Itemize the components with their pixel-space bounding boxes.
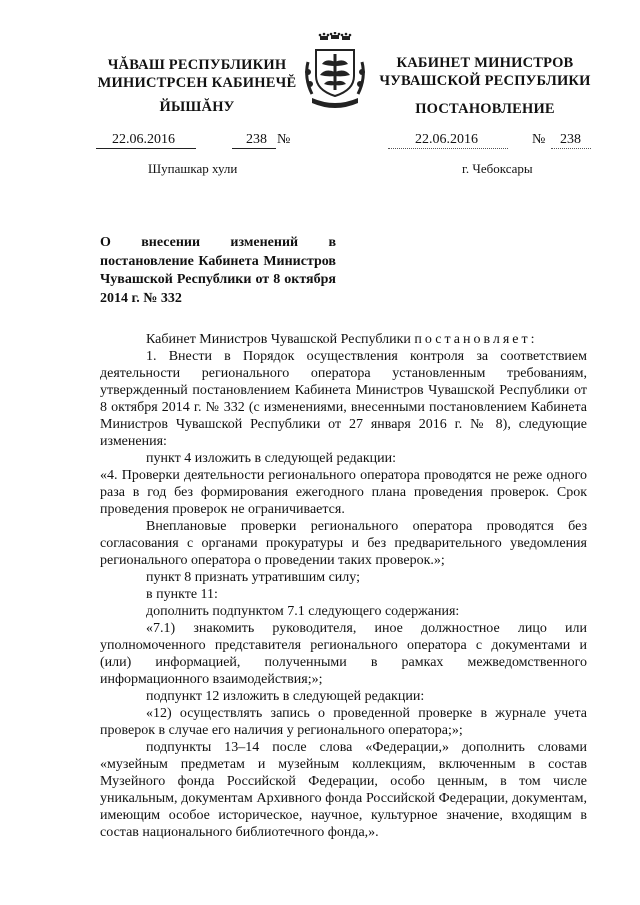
right-org-name-line2: ЧУВАШСКОЙ РЕСПУБЛИКИ	[379, 73, 591, 89]
right-doc-type: ПОСТАНОВЛЕНИЕ	[415, 101, 555, 117]
right-date: 22.06.2016	[415, 132, 478, 147]
left-doc-type: ЙЫШĂНУ	[159, 99, 235, 115]
left-date: 22.06.2016	[112, 132, 175, 147]
right-number-sign: №	[532, 132, 546, 147]
right-number-underline	[551, 148, 591, 149]
intro-paragraph	[100, 331, 587, 348]
left-place: Шупашкар хули	[148, 161, 238, 176]
right-org-name-line1: КАБИНЕТ МИНИСТРОВ	[396, 55, 574, 71]
intro-verb: постановляет:	[414, 332, 538, 347]
body-paragraph: 1. Внести в Порядок осуществления контроля за соответствием деятельности регионального оператора установленным требованиям, утвержденный постановлением Кабинета Министров Чувашской Республики от 8 октября 2014 г. № 332 (с изменениями, внесенными постановлением Кабинета Министров Чувашской Республики от 27 января 2016 г. № 8), следующие изменения:	[100, 349, 587, 449]
left-number: 238	[246, 132, 267, 147]
right-number: 238	[560, 132, 581, 147]
right-place: г. Чебоксары	[462, 161, 533, 176]
body-paragraph: пункт 4 изложить в следующей редакции:	[146, 451, 396, 466]
body-paragraph: дополнить подпунктом 7.1 следующего содержания:	[146, 604, 460, 619]
chuvash-emblem-icon	[298, 32, 372, 110]
body-paragraph: «12) осуществлять запись о проведенной проверке в журнале учета проверок в случае его наличия у регионального оператора;»;	[100, 706, 587, 738]
body-paragraph: подпункт 12 изложить в следующей редакции:	[146, 689, 425, 704]
body-paragraph: «7.1) знакомить руководителя, иное должностное лицо или уполномоченного представителя регионального оператора с документами и (или) информацией, полученными в рамках межведомственного информационного взаимодействия;»;	[100, 621, 587, 687]
body-paragraph: подпункты 13–14 после слова «Федерации,» дополнить словами «музейным предметам и музейным коллекциям, включенным в состав Музейного фонда Российской Федерации, особо ценным, в том числе уникальным, документам Архивного фонда Российской Федерации, документам, имеющим особое историческое, научное, культурное значение, входящим в состав национального библиотечного фонда,».	[100, 740, 587, 840]
left-date-underline	[96, 148, 196, 149]
left-org-name-line1: ЧĂВАШ РЕСПУБЛИКИН	[107, 57, 287, 73]
document-subject: О внесении изменений в постановление Кабинета Министров Чувашской Республики от 8 октября 2014 г. № 332	[100, 235, 336, 306]
left-number-underline	[232, 148, 276, 149]
body-paragraph: «4. Проверки деятельности регионального оператора проводятся не реже одного раза в год без формирования ежегодного плана проведения проверок. Срок проведения проверок не ограничивается.	[100, 468, 587, 517]
left-org-name-line2: МИНИСТРСЕН КАБИНЕЧĔ	[97, 75, 297, 91]
document-body	[100, 331, 587, 841]
body-paragraph: пункт 8 признать утратившим силу;	[146, 570, 360, 585]
intro-lead: Кабинет Министров Чувашской Республики	[146, 332, 411, 347]
body-paragraph: в пункте 11:	[146, 587, 218, 602]
left-number-sign: №	[277, 132, 291, 147]
body-paragraph: Внеплановые проверки регионального оператора проводятся без согласования с органами прокуратуры и без предварительного уведомления регионального оператора о проведении таких проверок.»;	[100, 519, 587, 568]
right-date-underline	[388, 148, 508, 149]
